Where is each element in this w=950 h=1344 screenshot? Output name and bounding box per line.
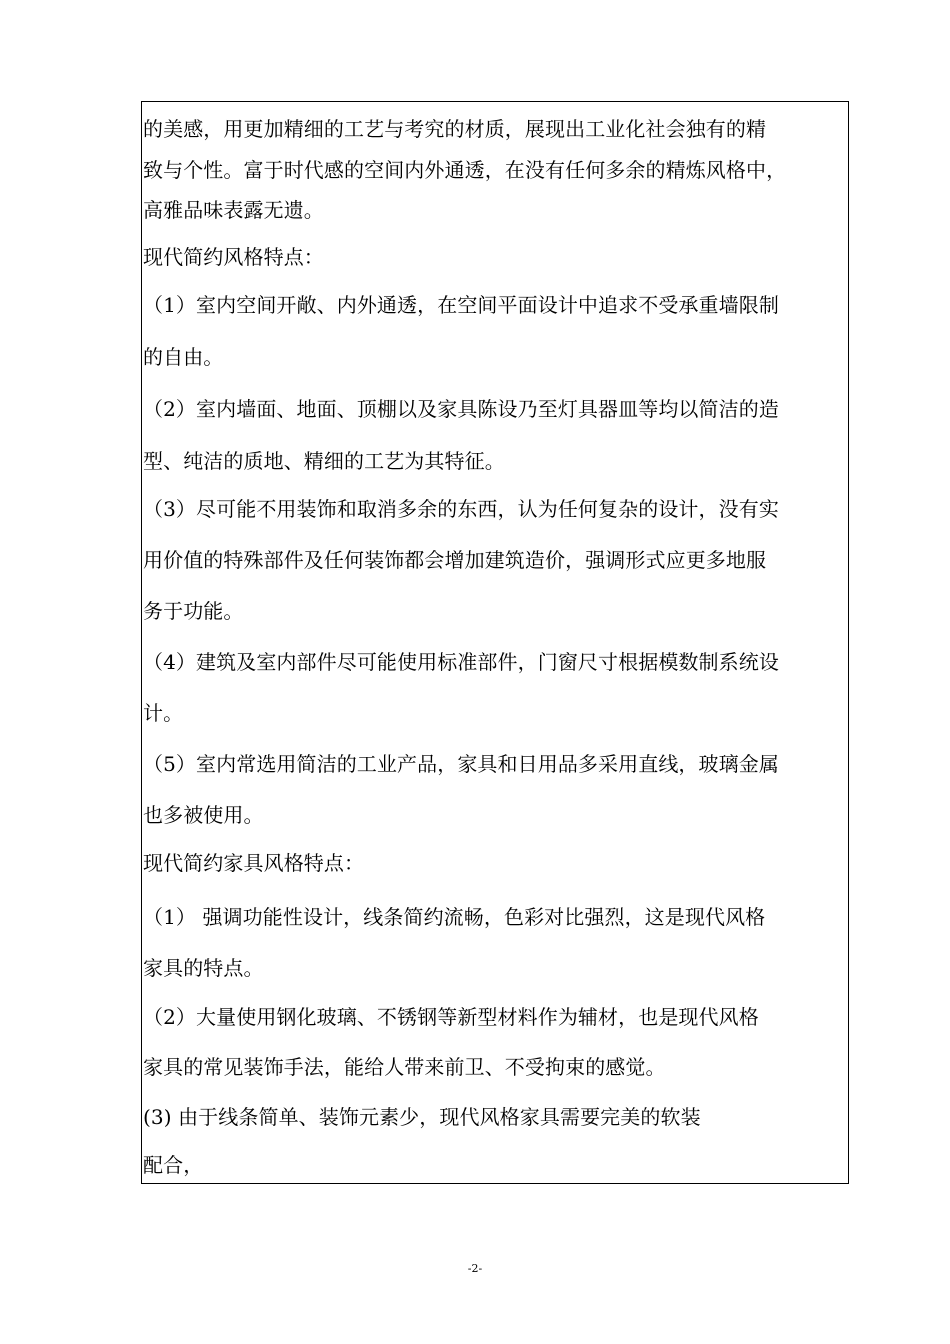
- text-line: 高雅品味表露无遗。: [143, 198, 324, 222]
- text-line: 的自由。: [143, 345, 224, 369]
- text-line: 计。: [143, 701, 184, 725]
- text-line: （3）尽可能不用装饰和取消多余的东西，认为任何复杂的设计，没有实: [143, 497, 779, 521]
- text-line: 型、纯洁的质地、精细的工艺为其特征。: [143, 449, 505, 473]
- text-line: 务于功能。: [143, 599, 244, 623]
- text-line: （2）大量使用钢化玻璃、不锈钢等新型材料作为辅材，也是现代风格: [143, 1005, 759, 1029]
- text-line: （1）室内空间开敞、内外通透，在空间平面设计中追求不受承重墙限制: [143, 293, 779, 317]
- text-line: 致与个性。富于时代感的空间内外通透，在没有任何多余的精炼风格中，: [143, 158, 787, 182]
- text-line: (3) 由于线条简单、装饰元素少，现代风格家具需要完美的软装: [143, 1105, 701, 1129]
- page-number: -2-: [467, 1262, 483, 1275]
- text-line: 用价值的特殊部件及任何装饰都会增加建筑造价，强调形式应更多地服: [143, 548, 767, 572]
- text-line: （1） 强调功能性设计，线条简约流畅，色彩对比强烈，这是现代风格: [143, 905, 766, 929]
- text-line: （2）室内墙面、地面、顶棚以及家具陈设乃至灯具器皿等均以简洁的造: [143, 397, 779, 421]
- text-line: （4）建筑及室内部件尽可能使用标准部件，门窗尺寸根据模数制系统设: [143, 650, 779, 674]
- text-line: 家具的特点。: [143, 956, 264, 980]
- text-line: 配合，: [143, 1153, 204, 1177]
- text-line: 的美感，用更加精细的工艺与考究的材质，展现出工业化社会独有的精: [143, 117, 767, 141]
- text-line: 家具的常见装饰手法，能给人带来前卫、不受拘束的感觉。: [143, 1055, 666, 1079]
- text-line: （5）室内常选用简洁的工业产品，家具和日用品多采用直线，玻璃金属: [143, 752, 779, 776]
- text-line: 也多被使用。: [143, 803, 264, 827]
- section-heading-modern-style: 现代简约风格特点：: [143, 245, 324, 269]
- section-heading-furniture-style: 现代简约家具风格特点：: [143, 851, 365, 875]
